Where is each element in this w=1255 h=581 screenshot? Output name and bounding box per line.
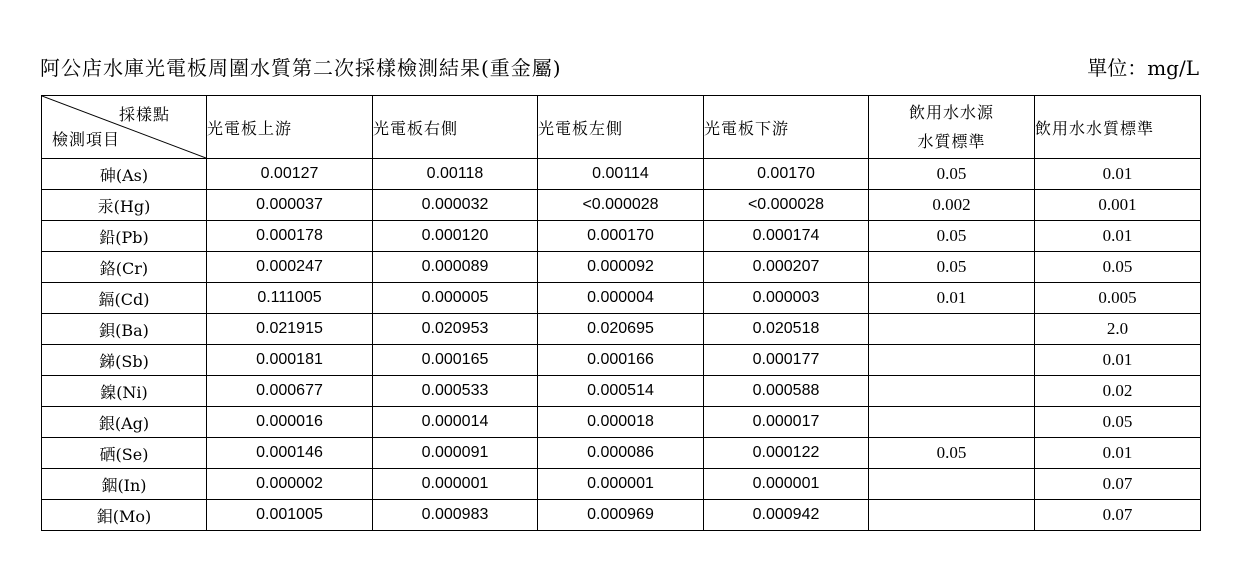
table-row xyxy=(42,376,1201,407)
drinking-standard-cell: 0.02 xyxy=(1035,376,1201,407)
column-header-left: 光電板左側 xyxy=(538,96,704,159)
test-item-cell: 鉻(Cr) xyxy=(42,252,207,283)
value-cell: 0.001005 xyxy=(207,500,373,531)
value-cell: 0.000032 xyxy=(373,190,538,221)
source-standard-cell xyxy=(869,345,1035,376)
test-item-cell: 銀(Ag) xyxy=(42,407,207,438)
test-item-cell: 鉛(Pb) xyxy=(42,221,207,252)
table-row xyxy=(42,221,1201,252)
test-item-cell: 鉬(Mo) xyxy=(42,500,207,531)
test-item-cell: 銻(Sb) xyxy=(42,345,207,376)
test-item-cell: 砷(As) xyxy=(42,159,207,190)
source-standard-cell xyxy=(869,500,1035,531)
drinking-standard-cell: 2.0 xyxy=(1035,314,1201,345)
table-row xyxy=(42,500,1201,531)
value-cell: 0.000014 xyxy=(373,407,538,438)
sampling-point-label: 採樣點 xyxy=(118,105,170,124)
value-cell: 0.000533 xyxy=(373,376,538,407)
value-cell: 0.000122 xyxy=(704,438,869,469)
source-standard-cell: 0.01 xyxy=(869,283,1035,314)
value-cell: 0.020518 xyxy=(704,314,869,345)
value-cell: 0.000018 xyxy=(538,407,704,438)
source-standard-cell xyxy=(869,407,1035,438)
table-row xyxy=(42,469,1201,500)
header-row xyxy=(42,96,1201,159)
value-cell: 0.000017 xyxy=(704,407,869,438)
table-row xyxy=(42,345,1201,376)
table-row xyxy=(42,252,1201,283)
drinking-standard-cell: 0.01 xyxy=(1035,345,1201,376)
value-cell: 0.000178 xyxy=(207,221,373,252)
drinking-standard-cell: 0.005 xyxy=(1035,283,1201,314)
test-item-cell: 硒(Se) xyxy=(42,438,207,469)
source-standard-cell xyxy=(869,314,1035,345)
drinking-standard-cell: 0.01 xyxy=(1035,221,1201,252)
value-cell: 0.000174 xyxy=(704,221,869,252)
value-cell: 0.00118 xyxy=(373,159,538,190)
value-cell: 0.111005 xyxy=(207,283,373,314)
column-header-source-standard xyxy=(869,96,1035,159)
test-item-cell: 鋇(Ba) xyxy=(42,314,207,345)
value-cell: <0.000028 xyxy=(538,190,704,221)
drinking-standard-cell: 0.01 xyxy=(1035,159,1201,190)
value-cell: 0.000247 xyxy=(207,252,373,283)
results-table xyxy=(41,95,1201,531)
column-header-right: 光電板右側 xyxy=(373,96,538,159)
value-cell: 0.000588 xyxy=(704,376,869,407)
value-cell: 0.000001 xyxy=(373,469,538,500)
value-cell: 0.000004 xyxy=(538,283,704,314)
value-cell: 0.000170 xyxy=(538,221,704,252)
source-standard-line2: 水質標準 xyxy=(917,132,986,151)
column-header-drinking-standard: 飲用水水質標準 xyxy=(1035,96,1201,159)
table-row xyxy=(42,314,1201,345)
drinking-standard-cell: 0.01 xyxy=(1035,438,1201,469)
unit-label: 單位：mg/L xyxy=(1087,56,1199,80)
value-cell: 0.000001 xyxy=(538,469,704,500)
source-standard-cell: 0.05 xyxy=(869,221,1035,252)
source-standard-cell: 0.05 xyxy=(869,252,1035,283)
value-cell: 0.000091 xyxy=(373,438,538,469)
value-cell: 0.000089 xyxy=(373,252,538,283)
value-cell: 0.000166 xyxy=(538,345,704,376)
source-standard-cell xyxy=(869,469,1035,500)
table-row xyxy=(42,407,1201,438)
value-cell: 0.00114 xyxy=(538,159,704,190)
test-item-cell: 鎳(Ni) xyxy=(42,376,207,407)
column-header-upstream: 光電板上游 xyxy=(207,96,373,159)
value-cell: <0.000028 xyxy=(704,190,869,221)
value-cell: 0.000969 xyxy=(538,500,704,531)
value-cell: 0.020953 xyxy=(373,314,538,345)
test-item-label: 檢測項目 xyxy=(52,130,121,149)
drinking-standard-cell: 0.07 xyxy=(1035,469,1201,500)
table-row xyxy=(42,190,1201,221)
table-row xyxy=(42,438,1201,469)
source-standard-cell: 0.05 xyxy=(869,438,1035,469)
source-standard-cell: 0.002 xyxy=(869,190,1035,221)
value-cell: 0.000983 xyxy=(373,500,538,531)
value-cell: 0.000086 xyxy=(538,438,704,469)
value-cell: 0.000677 xyxy=(207,376,373,407)
test-item-cell: 鎘(Cd) xyxy=(42,283,207,314)
corner-header xyxy=(42,96,207,159)
value-cell: 0.000092 xyxy=(538,252,704,283)
table-row xyxy=(42,283,1201,314)
value-cell: 0.000146 xyxy=(207,438,373,469)
value-cell: 0.000002 xyxy=(207,469,373,500)
test-item-cell: 銦(In) xyxy=(42,469,207,500)
drinking-standard-cell: 0.001 xyxy=(1035,190,1201,221)
table-row xyxy=(42,159,1201,190)
value-cell: 0.000514 xyxy=(538,376,704,407)
document-title: 阿公店水庫光電板周圍水質第二次採樣檢測結果(重金屬) xyxy=(40,56,562,80)
drinking-standard-cell: 0.07 xyxy=(1035,500,1201,531)
value-cell: 0.000942 xyxy=(704,500,869,531)
value-cell: 0.000165 xyxy=(373,345,538,376)
value-cell: 0.00127 xyxy=(207,159,373,190)
value-cell: 0.000005 xyxy=(373,283,538,314)
source-standard-cell xyxy=(869,376,1035,407)
source-standard-line1: 飲用水水源 xyxy=(908,103,994,122)
value-cell: 0.000181 xyxy=(207,345,373,376)
value-cell: 0.000016 xyxy=(207,407,373,438)
value-cell: 0.021915 xyxy=(207,314,373,345)
source-standard-cell: 0.05 xyxy=(869,159,1035,190)
value-cell: 0.000120 xyxy=(373,221,538,252)
value-cell: 0.000037 xyxy=(207,190,373,221)
value-cell: 0.020695 xyxy=(538,314,704,345)
value-cell: 0.000003 xyxy=(704,283,869,314)
value-cell: 0.000001 xyxy=(704,469,869,500)
test-item-cell: 汞(Hg) xyxy=(42,190,207,221)
drinking-standard-cell: 0.05 xyxy=(1035,252,1201,283)
drinking-standard-cell: 0.05 xyxy=(1035,407,1201,438)
value-cell: 0.00170 xyxy=(704,159,869,190)
value-cell: 0.000207 xyxy=(704,252,869,283)
column-header-downstream: 光電板下游 xyxy=(704,96,869,159)
value-cell: 0.000177 xyxy=(704,345,869,376)
